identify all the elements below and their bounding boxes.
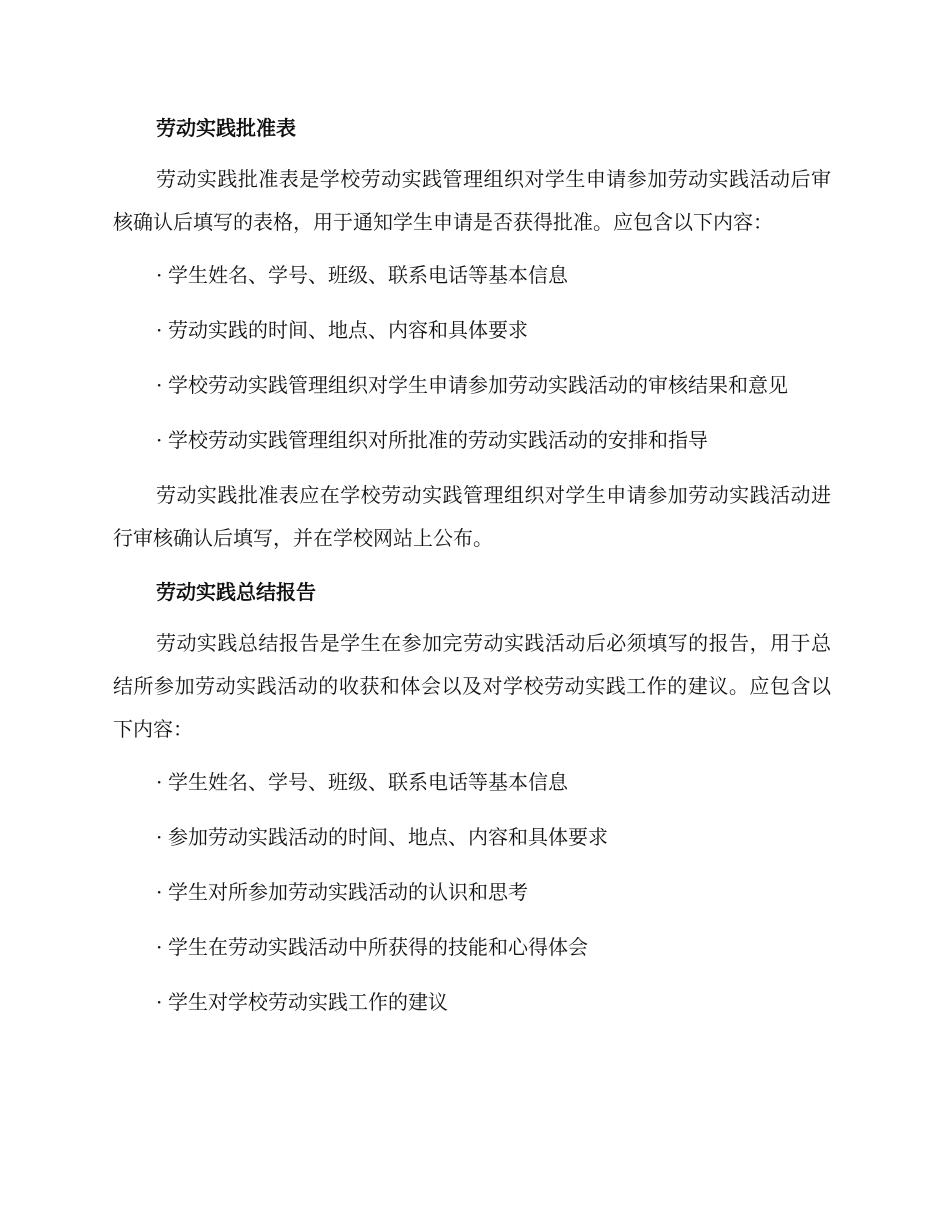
bullet-item: [113, 816, 831, 859]
section-intro-paragraph: 劳动实践总结报告是学生在参加完劳动实践活动后必须填写的报告，用于总结所参加劳动实践活动的收获和体会以及对学校劳动实践工作的建议。应包含以下内容：: [113, 631, 831, 741]
bullet-dot-icon: ·: [156, 318, 163, 342]
bullet-text: 学生姓名、学号、班级、联系电话等基本信息: [168, 770, 568, 794]
bullet-text: 学生对学校劳动实践工作的建议: [168, 990, 448, 1014]
bullet-item: [113, 364, 831, 407]
bullet-text: 学校劳动实践管理组织对所批准的劳动实践活动的安排和指导: [168, 428, 708, 452]
section-closing-paragraph: 劳动实践批准表应在学校劳动实践管理组织对学生申请参加劳动实践活动进行审核确认后填写，并在学校网站上公布。: [113, 483, 831, 550]
bullet-item: [113, 981, 831, 1024]
bullet-dot-icon: ·: [156, 825, 163, 849]
bullet-text: 学校劳动实践管理组织对学生申请参加劳动实践活动的审核结果和意见: [168, 373, 788, 397]
bullet-item: [113, 254, 831, 297]
section-heading-summary-report: 劳动实践总结报告: [156, 580, 316, 604]
section-intro-paragraph: 劳动实践批准表是学校劳动实践管理组织对学生申请参加劳动实践活动后审核确认后填写的表格，用于通知学生申请是否获得批准。应包含以下内容：: [113, 167, 831, 234]
bullet-text: 学生姓名、学号、班级、联系电话等基本信息: [168, 263, 568, 287]
bullet-item: [113, 309, 831, 352]
bullet-text: 参加劳动实践活动的时间、地点、内容和具体要求: [168, 825, 608, 849]
section-heading-approval-form: 劳动实践批准表: [156, 116, 296, 140]
bullet-item: [113, 871, 831, 914]
bullet-dot-icon: ·: [156, 935, 163, 959]
bullet-dot-icon: ·: [156, 373, 163, 397]
bullet-dot-icon: ·: [156, 428, 163, 452]
bullet-dot-icon: ·: [156, 990, 163, 1014]
bullet-item: [113, 926, 831, 969]
document-body: [113, 108, 831, 1036]
bullet-dot-icon: ·: [156, 263, 163, 287]
bullet-item: [113, 419, 831, 462]
bullet-item: [113, 761, 831, 804]
bullet-text: 学生对所参加劳动实践活动的认识和思考: [168, 880, 528, 904]
bullet-dot-icon: ·: [156, 880, 163, 904]
bullet-dot-icon: ·: [156, 770, 163, 794]
bullet-text: 劳动实践的时间、地点、内容和具体要求: [168, 318, 528, 342]
bullet-text: 学生在劳动实践活动中所获得的技能和心得体会: [168, 935, 588, 959]
